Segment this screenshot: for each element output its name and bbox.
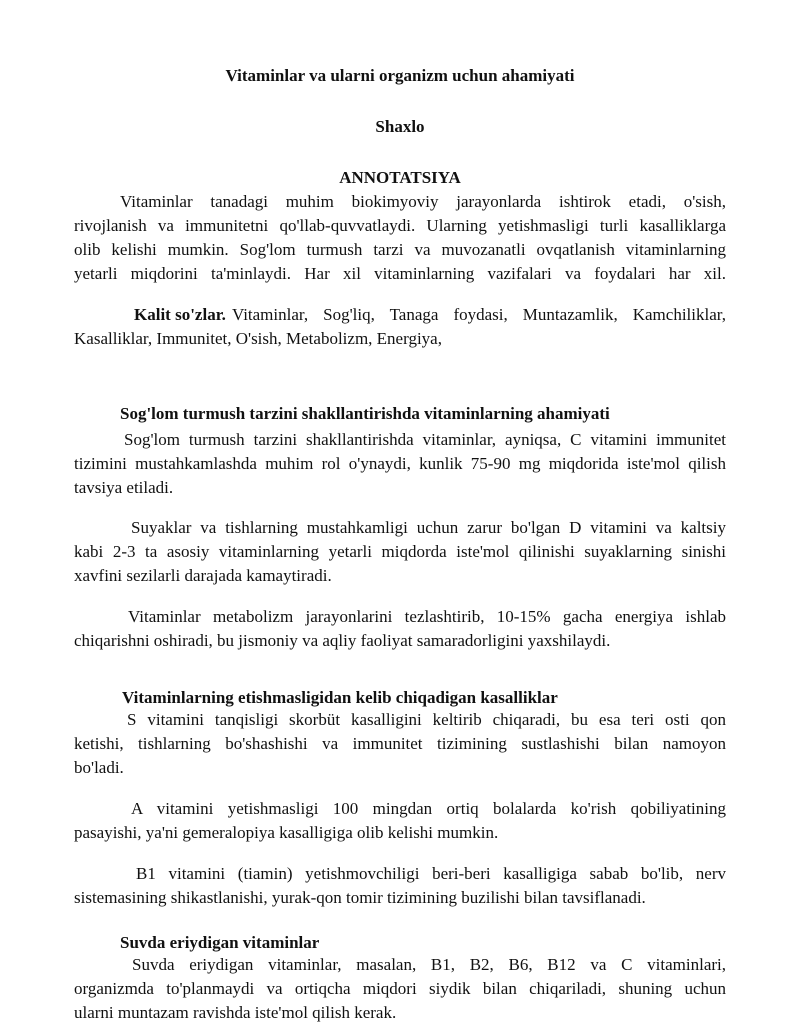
annotation-line: yetarli miqdorini ta'minlaydi. Har xil vitaminlarning vazifalari va foydalari har xil. [74,264,726,283]
paragraph-line: sistemasining shikastlanishi, yurak-qon tomir tizimining buzilishi bilan tavsiflanadi. [74,888,646,907]
annotation-heading: ANNOTATSIYA [339,168,461,187]
keywords-label: Kalit so'zlar. [134,305,226,324]
paragraph-line: Suvda eriydigan vitaminlar, masalan, B1, B2, B6, B12 va C vitaminlari, [132,955,726,974]
document-title: Vitaminlar va ularni organizm uchun ahamiyati [225,66,575,85]
paragraph-line: ularni muntazam ravishda iste'mol qilish kerak. [74,1003,397,1022]
annotation-line: olib kelishi mumkin. Sog'lom turmush tarzi va muvozanatli ovqatlanish vitaminlarning [74,240,726,259]
paragraph-line: organizmda to'planmaydi va ortiqcha miqdori siydik bilan chiqariladi, shuning uchun [74,979,726,998]
annotation-line: rivojlanish va immunitetni qo'llab-quvvatlaydi. Ularning yetishmasligi turli kasalliklarga [74,216,726,235]
section-heading: Sog'lom turmush tarzini shakllantirishda vitaminlarning ahamiyati [120,404,610,423]
section-heading: Vitaminlarning etishmasligidan kelib chiqadigan kasalliklar [122,688,558,707]
paragraph-line: xavfini sezilarli darajada kamaytiradi. [74,566,332,585]
keywords-line [134,303,726,327]
paragraph-line: Vitaminlar metabolizm jarayonlarini tezlashtirib, 10-15% gacha energiya ishlab [128,607,726,626]
paragraph-line: S vitamini tanqisligi skorbüt kasalligini keltirib chiqaradi, bu esa teri osti qon [127,710,726,729]
annotation-line: Vitaminlar tanadagi muhim biokimyoviy jarayonlarda ishtirok etadi, o'sish, [120,192,726,211]
paragraph-line: ketishi, tishlarning bo'shashishi va immunitet tizimining sustlashishi bilan namoyon [74,734,726,753]
paragraph-line: kabi 2-3 ta asosiy vitaminlarning yetarli miqdorda iste'mol qilinishi suyaklarning sinishi [74,542,726,561]
paragraph-line: B1 vitamini (tiamin) yetishmovchiligi beri-beri kasalligiga sabab bo'lib, nerv [136,864,726,883]
paragraph-line: tavsiya etiladi. [74,478,174,497]
paragraph-line: pasayishi, ya'ni gemeralopiya kasalligiga olib kelishi mumkin. [74,823,499,842]
paragraph-line: Sog'lom turmush tarzini shakllantirishda vitaminlar, ayniqsa, C vitamini immunitet [124,430,726,449]
section-heading: Suvda eriydigan vitaminlar [120,933,320,952]
keywords-text: Kasalliklar, Immunitet, O'sish, Metabolizm, Energiya, [74,329,442,348]
paragraph-line: A vitamini yetishmasligi 100 mingdan ortiq bolalarda ko'rish qobiliyatining [131,799,726,818]
paragraph-line: chiqarishni oshiradi, bu jismoniy va aqliy faoliyat samaradorligini yaxshilaydi. [74,631,611,650]
paragraph-line: tizimini mustahkamlashda muhim rol o'ynaydi, kunlik 75-90 mg miqdorida iste'mol qilish [74,454,726,473]
paragraph-line: bo'ladi. [74,758,124,777]
paragraph-line: Suyaklar va tishlarning mustahkamligi uchun zarur bo'lgan D vitamini va kaltsiy [131,518,726,537]
author-name: Shaxlo [375,117,425,136]
keywords-text: Vitaminlar, Sog'liq, Tanaga foydasi, Muntazamlik, Kamchiliklar, [231,305,726,324]
